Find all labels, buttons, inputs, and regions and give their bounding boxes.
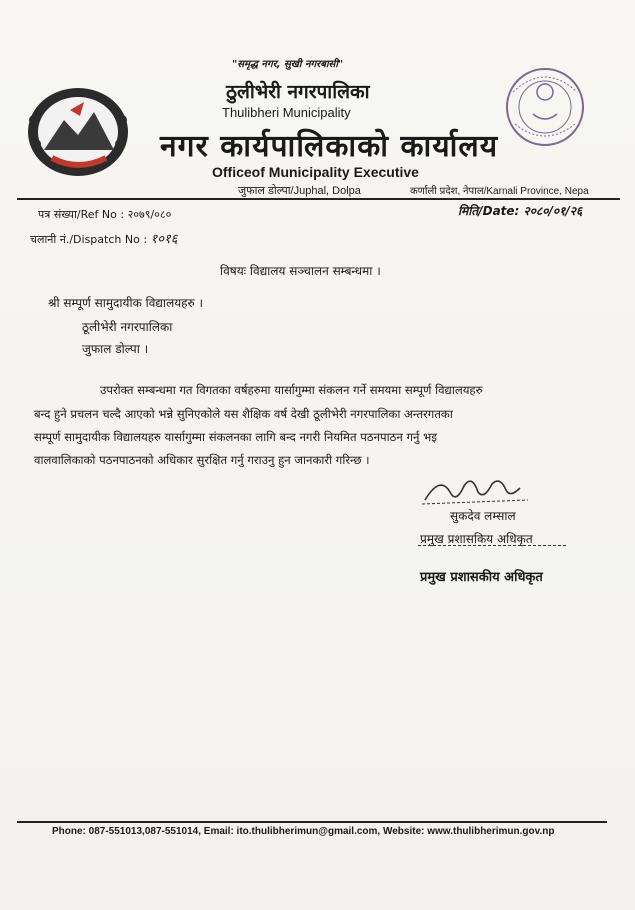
recipient-line-3: जुफाल डोल्पा । <box>82 342 149 356</box>
office-address: जुफाल डोल्पा/Juphal, Dolpa <box>238 185 361 197</box>
body-line-1: उपरोक्त सम्बन्धमा गत विगतका वर्षहरुमा यार्सागुम्मा संकलन गर्ने समयमा सम्पूर्ण विद्यालयहरु <box>100 383 483 397</box>
handwritten-signature <box>420 470 530 510</box>
office-province: कर्णाली प्रदेश, नेपाल/Karnali Province, Nepa <box>410 186 589 197</box>
recipient-line-2: ठूलीभेरी नगरपालिका <box>82 320 173 334</box>
letter-date: मिति/Date: २०८०/०१/२६ <box>458 204 583 218</box>
body-line-4: वालवालिकाको पठनपाठनको अधिकार सुरक्षित गर्नु गराउनु हुन जानकारी गरिन्छ । <box>34 453 370 467</box>
recipient-line-1: श्री सम्पूर्ण सामुदायीक विद्यालयहरु । <box>48 296 204 310</box>
dispatch-value: १०१६ <box>150 232 178 247</box>
signatory-name: सुकदेव लम्साल <box>450 509 516 523</box>
dispatch-number <box>30 229 178 247</box>
office-title-english: Officeof Municipality Executive <box>212 164 419 180</box>
signatory-title: प्रमुख प्रशासकिय अधिकृत <box>420 532 533 546</box>
signatory-underline <box>418 545 566 547</box>
dispatch-label: चलानी नं./Dispatch No : <box>30 233 148 246</box>
header-divider <box>17 198 620 200</box>
reference-number: पत्र संख्या/Ref No : २०७९/०८० <box>38 208 172 221</box>
signatory-stamp: प्रमुख प्रशासकीय अधिकृत <box>420 570 543 585</box>
office-seal-stamp <box>495 62 595 152</box>
office-title-nepali: नगर कार्यपालिकाको कार्यालय <box>160 129 499 164</box>
letter-subject: विषयः विद्यालय सञ्चालन सम्बन्धमा । <box>220 264 381 278</box>
footer-divider <box>17 821 607 823</box>
body-line-3: सम्पूर्ण सामुदायीक विद्यालयहरु यार्सागुम्मा संकलनका लागि बन्द नगरी नियमित पठनपाठन गर्नु भइ <box>34 430 437 444</box>
nepal-emblem-logo <box>24 80 132 180</box>
municipality-slogan: "समृद्ध नगर, सुखी नगरबासी" <box>232 59 344 70</box>
municipality-name-nepali: ठुलीभेरी नगरपालिका <box>226 81 370 103</box>
footer-contact: Phone: 087-551013,087-551014, Email: ito.thulibherimun@gmail.com, Website: www.thulibherimun.gov.np <box>52 826 555 837</box>
body-line-2: बन्द हुने प्रचलन चल्दै आएको भन्ने सुनिएकोले यस शैक्षिक वर्ष देखी ठूलीभेरी नगरपालिका अन्तरगतका <box>34 407 453 421</box>
municipality-name-english: Thulibheri Municipality <box>222 105 351 120</box>
